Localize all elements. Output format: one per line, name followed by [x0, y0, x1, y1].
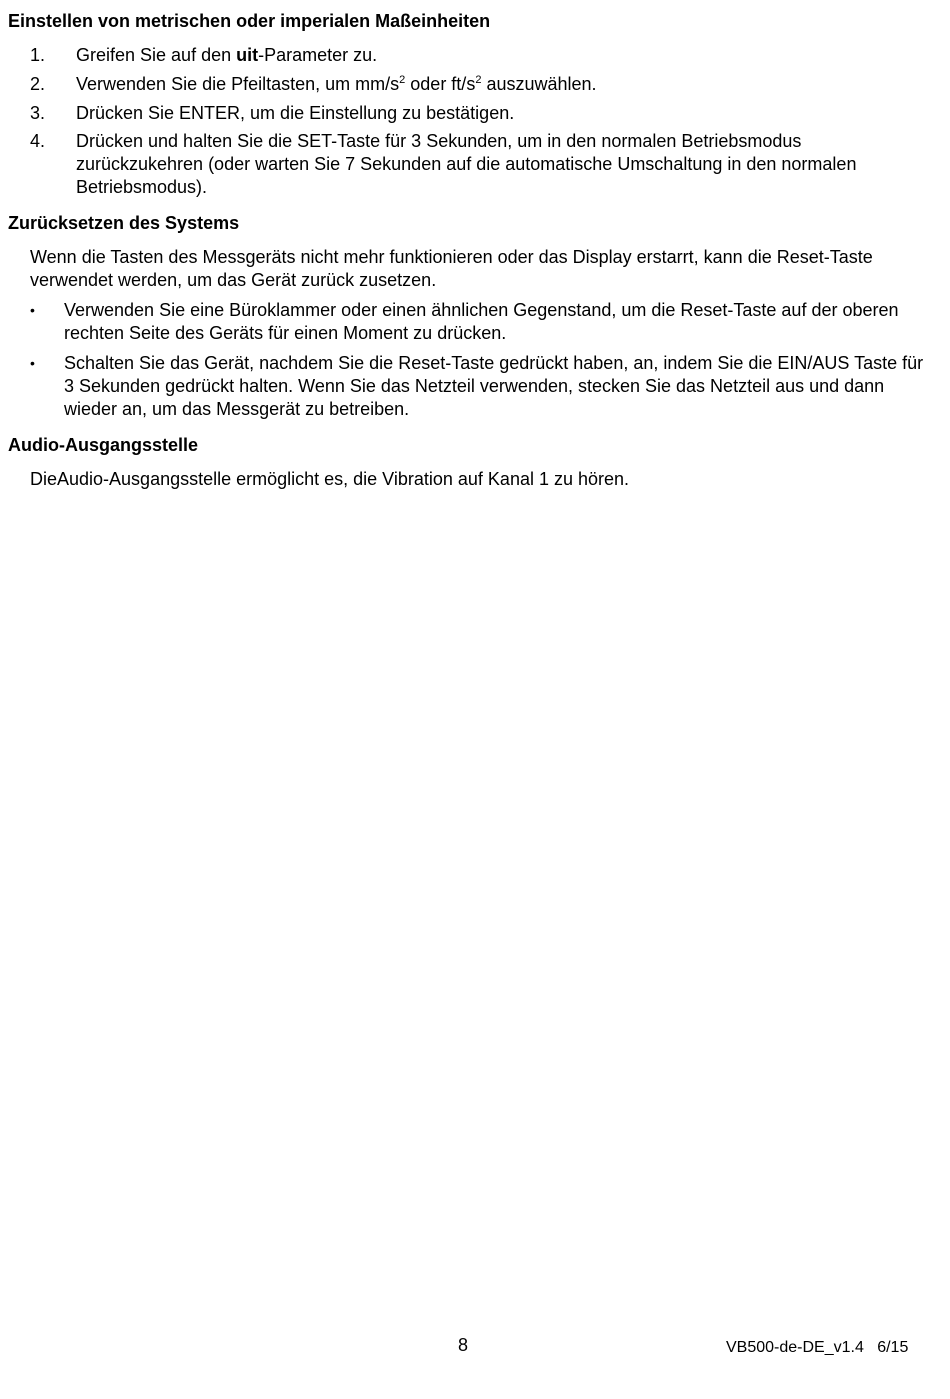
list-number: 2. [30, 74, 46, 94]
page-number: 8 [458, 1335, 469, 1355]
paragraph-intro: Wenn die Tasten des Messgeräts nicht mehr funktionieren oder das Display erstarrt, kann die Reset-Taste verwendet werden, um das Gerät zurück zusetzen. [30, 247, 873, 290]
paragraph-audio: DieAudio-Ausgangsstelle ermöglicht es, die Vibration auf Kanal 1 zu hören. [30, 469, 630, 489]
list-item-text: Verwenden Sie die Pfeiltasten, um $mm/s^2$ oder $ft/s^2$ auszuwählen. [76, 74, 597, 94]
bullet-icon: • [30, 355, 35, 371]
list-number: 4. [30, 131, 46, 151]
list-number: 1. [30, 45, 46, 65]
bullet-icon: • [30, 302, 35, 318]
section-heading-audio: Audio-Ausgangsstelle [8, 435, 199, 455]
document-id: VB500-de-DE_v1.4 6/15 [726, 1339, 909, 1356]
section-heading-reset: Zurücksetzen des Systems [8, 213, 240, 233]
list-item-text: Greifen Sie auf den uit-Parameter zu. [76, 45, 378, 65]
list-item-text: Drücken Sie ENTER, um die Einstellung zu bestätigen. [76, 103, 515, 123]
list-item-text: Drücken und halten Sie die SET-Taste für 3 Sekunden, um in den normalen Betriebsmodus zurückzukehren (oder warten Sie 7 Sekunden auf die automatische Umschaltung in den normalen Betriebsmodus). [76, 131, 857, 197]
bullet-text: Verwenden Sie eine Büroklammer oder einen ähnlichen Gegenstand, um die Reset-Taste auf der oberen rechten Seite des Geräts für einen Moment zu drücken. [64, 300, 899, 343]
list-number: 3. [30, 103, 46, 123]
bullet-text: Schalten Sie das Gerät, nachdem Sie die Reset-Taste gedrückt haben, an, indem Sie die EIN/AUS Taste für 3 Sekunden gedrückt halten. Wenn Sie das Netzteil verwenden, stecken Sie das Netzteil aus und dann wieder an, um das Messgerät zu betreiben. [64, 353, 924, 419]
section-heading-units: Einstellen von metrischen oder imperialen Maßeinheiten [8, 11, 491, 31]
